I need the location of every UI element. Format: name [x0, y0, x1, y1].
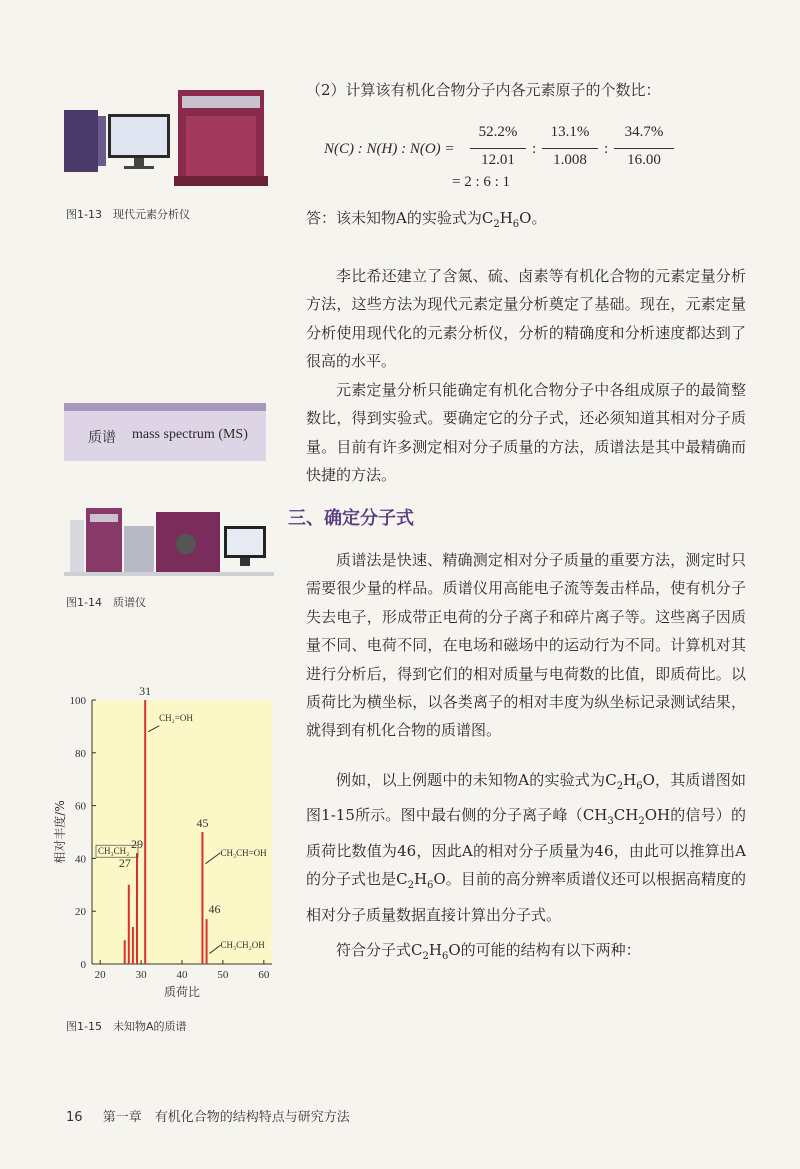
mass-spectrum-chart — [50, 676, 280, 1012]
x-tick-label: 30 — [135, 969, 147, 981]
formula-result: = 2 : 6 : 1 — [452, 174, 511, 190]
section-title: 三、确定分子式 — [288, 508, 414, 529]
fraction-2-denominator: 1.008 — [553, 152, 587, 168]
colon-2: : — [604, 141, 609, 157]
formula-lhs: N(C) : N(H) : N(O) = — [324, 141, 455, 157]
x-tick-label: 20 — [94, 969, 106, 981]
peak-label: 45 — [196, 816, 209, 830]
fraction-3-denominator: 16.00 — [627, 152, 661, 168]
page-number: 16 — [66, 1110, 83, 1125]
figure-1-15-caption: 图1-15 未知物A的质谱 — [66, 1020, 187, 1033]
annotation-ch3ch2: CH₃CH₂ — [98, 846, 130, 857]
paragraph-mass-spectrometry: 质谱法是快速、精确测定相对分子质量的重要方法，测定时只需要很少量的样品。质谱仪用高能电子流等轰击样品，使有机分子失去电子，形成带正电荷的分子离子和碎片离子等。这些离子因质量不同、电荷不同，在电场和磁场中的运动行为不同。计算机对其进行分析后，得到它们的相对质量与电荷数的比值，即质荷比。以质荷比为横坐标，以各类离子的相对丰度为纵坐标记录测试结果，就得到有机化合物的质谱图。 — [306, 551, 746, 740]
mass-spectrometer-image — [64, 498, 274, 578]
x-tick-label: 60 — [258, 969, 270, 981]
y-tick-label: 20 — [75, 906, 86, 919]
y-tick-label: 100 — [69, 695, 86, 707]
annotation-ch2oh: CH₂=OH — [159, 713, 193, 724]
element-analyzer-image — [62, 88, 272, 188]
x-tick-label: 50 — [217, 969, 229, 981]
answer-line: 答：该未知物A的实验式为$C_2H_6O$。 — [306, 209, 547, 230]
colon-1: : — [532, 141, 537, 157]
fraction-2-line — [542, 148, 598, 149]
annotation-ch3ch2oh: CH₃CH₂OH — [220, 940, 265, 951]
fraction-1-denominator: 12.01 — [481, 152, 515, 168]
paragraph-liebig: 李比希还建立了含氮、硫、卤素等有机化合物的元素定量分析方法，这些方法为现代元素定量分析奠定了基础。现在，元素定量分析使用现代化的元素分析仪，分析的精确度和分析速度都达到了很高的水平。 — [306, 267, 746, 371]
paragraph-example: 例如，以上例题中的未知物A的实验式为$C_2H_6O$，其质谱图如图1-15所示。图中最右侧的分子离子峰（$CH_3CH_2OH$的信号）的质荷比数值为46，因此A的相对分子质量为46，由此可以推算出A的分子式也是$C_2H_6O$。目前的高分辨率质谱仪还可以根据高精度的相对分子质量数据直接计算出分子式。 — [306, 771, 746, 924]
y-axis-label: 相对丰度/% — [53, 800, 67, 864]
y-tick-label: 40 — [75, 853, 86, 866]
page-footer — [66, 1106, 350, 1125]
y-tick-label: 60 — [75, 800, 86, 813]
term-en: mass spectrum (MS) — [132, 427, 248, 442]
x-axis-label: 质荷比 — [163, 985, 201, 999]
peak-label: 46 — [208, 902, 221, 917]
term-box-mass-spectrum — [64, 403, 266, 461]
peak-label: 29 — [131, 837, 143, 852]
fraction-3-line — [614, 148, 674, 149]
y-tick-label: 80 — [75, 747, 86, 760]
chapter-title: 第一章 有机化合物的结构特点与研究方法 — [102, 1110, 350, 1125]
figure-1-13-caption: 图1-13 现代元素分析仪 — [66, 208, 190, 221]
step2-heading: （2）计算该有机化合物分子内各元素原子的个数比： — [306, 81, 661, 99]
fraction-1-numerator: 52.2% — [478, 124, 518, 140]
peak-label: 31 — [139, 684, 152, 698]
term-cn: 质谱 — [88, 430, 116, 446]
fraction-1-line — [470, 148, 526, 149]
fraction-2-numerator: 13.1% — [550, 124, 590, 140]
paragraph-quantitative-analysis: 元素定量分析只能确定有机化合物分子中各组成原子的最简整数比，得到实验式。要确定它的分子式，还必须知道其相对分子质量。目前有许多测定相对分子质量的方法，质谱法是其中最精确而快捷的方法。 — [306, 381, 746, 485]
x-tick-label: 40 — [176, 969, 188, 981]
paragraph-structures: 符合分子式$C_2H_6O$的可能的结构有以下两种： — [336, 941, 641, 962]
annotation-ch3choh: CH₃CH=OH — [220, 847, 267, 858]
fraction-3-numerator: 34.7% — [624, 124, 664, 140]
ratio-formula — [324, 124, 684, 194]
figure-1-14-caption: 图1-14 质谱仪 — [66, 596, 146, 609]
plot-background — [92, 700, 272, 964]
peak-label: 27 — [118, 855, 131, 870]
y-tick-label: 0 — [80, 959, 86, 971]
